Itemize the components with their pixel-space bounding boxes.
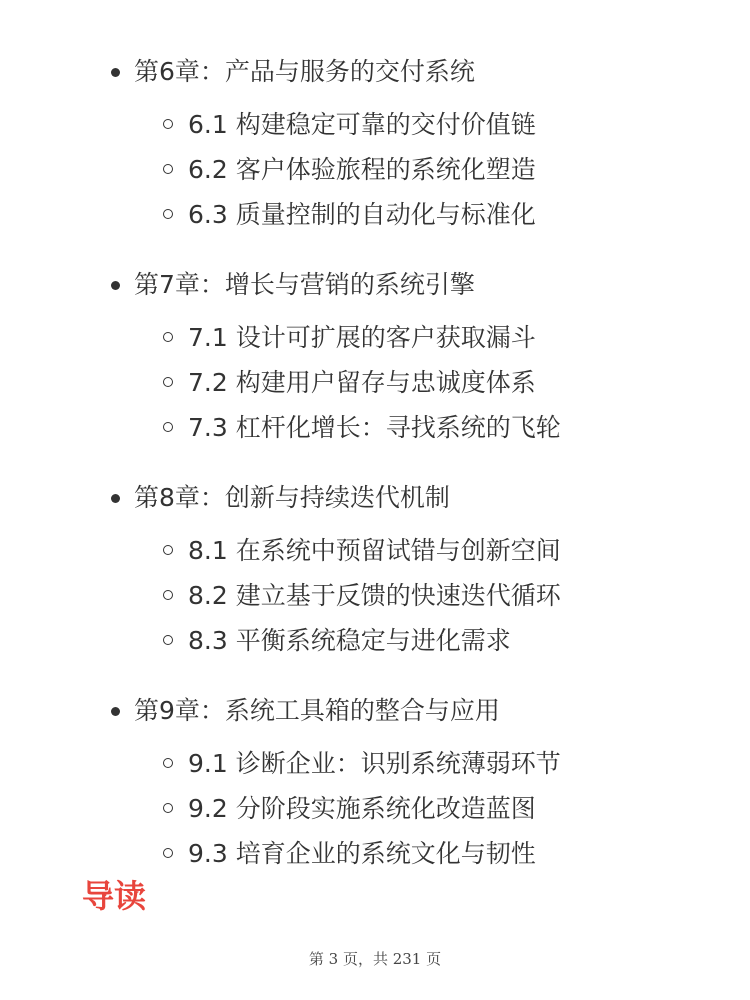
bullet-circle-icon: [163, 422, 173, 432]
section-title: 6.2 客户体验旅程的系统化塑造: [188, 155, 536, 184]
section-item: [0, 786, 750, 831]
bullet-circle-icon: [163, 209, 173, 219]
bullet-circle-icon: [163, 803, 173, 813]
section-title: 7.2 构建用户留存与忠诚度体系: [188, 368, 536, 397]
chapter-title: 第7章：增长与营销的系统引擎: [134, 270, 475, 299]
section-title: 8.3 平衡系统稳定与进化需求: [188, 626, 511, 655]
section-heading: 导读: [82, 877, 147, 915]
bullet-circle-icon: [163, 332, 173, 342]
chapter-title: 第6章：产品与服务的交付系统: [134, 57, 475, 86]
bullet-disc-icon: [111, 281, 120, 290]
bullet-circle-icon: [163, 119, 173, 129]
section-title: 6.3 质量控制的自动化与标准化: [188, 200, 536, 229]
bullet-circle-icon: [163, 758, 173, 768]
chapter-item: [0, 687, 750, 876]
bullet-disc-icon: [111, 707, 120, 716]
section-title: 6.1 构建稳定可靠的交付价值链: [188, 110, 536, 139]
chapter-heading: [0, 687, 750, 735]
chapter-item: [0, 48, 750, 237]
chapter-heading: [0, 474, 750, 522]
bullet-circle-icon: [163, 164, 173, 174]
section-title: 7.1 设计可扩展的客户获取漏斗: [188, 323, 536, 352]
bullet-disc-icon: [111, 494, 120, 503]
section-list: [0, 102, 750, 237]
section-item: [0, 102, 750, 147]
table-of-contents: [0, 48, 750, 900]
section-item: [0, 192, 750, 237]
section-item: [0, 315, 750, 360]
section-list: [0, 315, 750, 450]
section-title: 9.3 培育企业的系统文化与韧性: [188, 839, 536, 868]
chapter-title: 第8章：创新与持续迭代机制: [134, 483, 450, 512]
bullet-circle-icon: [163, 590, 173, 600]
section-title: 9.1 诊断企业：识别系统薄弱环节: [188, 749, 561, 778]
bullet-disc-icon: [111, 68, 120, 77]
bullet-circle-icon: [163, 848, 173, 858]
chapter-title: 第9章：系统工具箱的整合与应用: [134, 696, 500, 725]
section-item: [0, 741, 750, 786]
section-item: [0, 573, 750, 618]
chapter-item: [0, 474, 750, 663]
section-item: [0, 831, 750, 876]
section-title: 7.3 杠杆化增长：寻找系统的飞轮: [188, 413, 561, 442]
section-item: [0, 618, 750, 663]
bullet-circle-icon: [163, 377, 173, 387]
chapter-heading: [0, 261, 750, 309]
chapter-heading: [0, 48, 750, 96]
bullet-circle-icon: [163, 545, 173, 555]
section-list: [0, 528, 750, 663]
section-item: [0, 528, 750, 573]
section-title: 8.2 建立基于反馈的快速迭代循环: [188, 581, 561, 610]
bullet-circle-icon: [163, 635, 173, 645]
section-title: 9.2 分阶段实施系统化改造蓝图: [188, 794, 536, 823]
chapter-item: [0, 261, 750, 450]
section-item: [0, 405, 750, 450]
section-list: [0, 741, 750, 876]
section-item: [0, 147, 750, 192]
section-item: [0, 360, 750, 405]
page-footer: 第 3 页，共 231 页: [308, 950, 442, 968]
section-title: 8.1 在系统中预留试错与创新空间: [188, 536, 561, 565]
